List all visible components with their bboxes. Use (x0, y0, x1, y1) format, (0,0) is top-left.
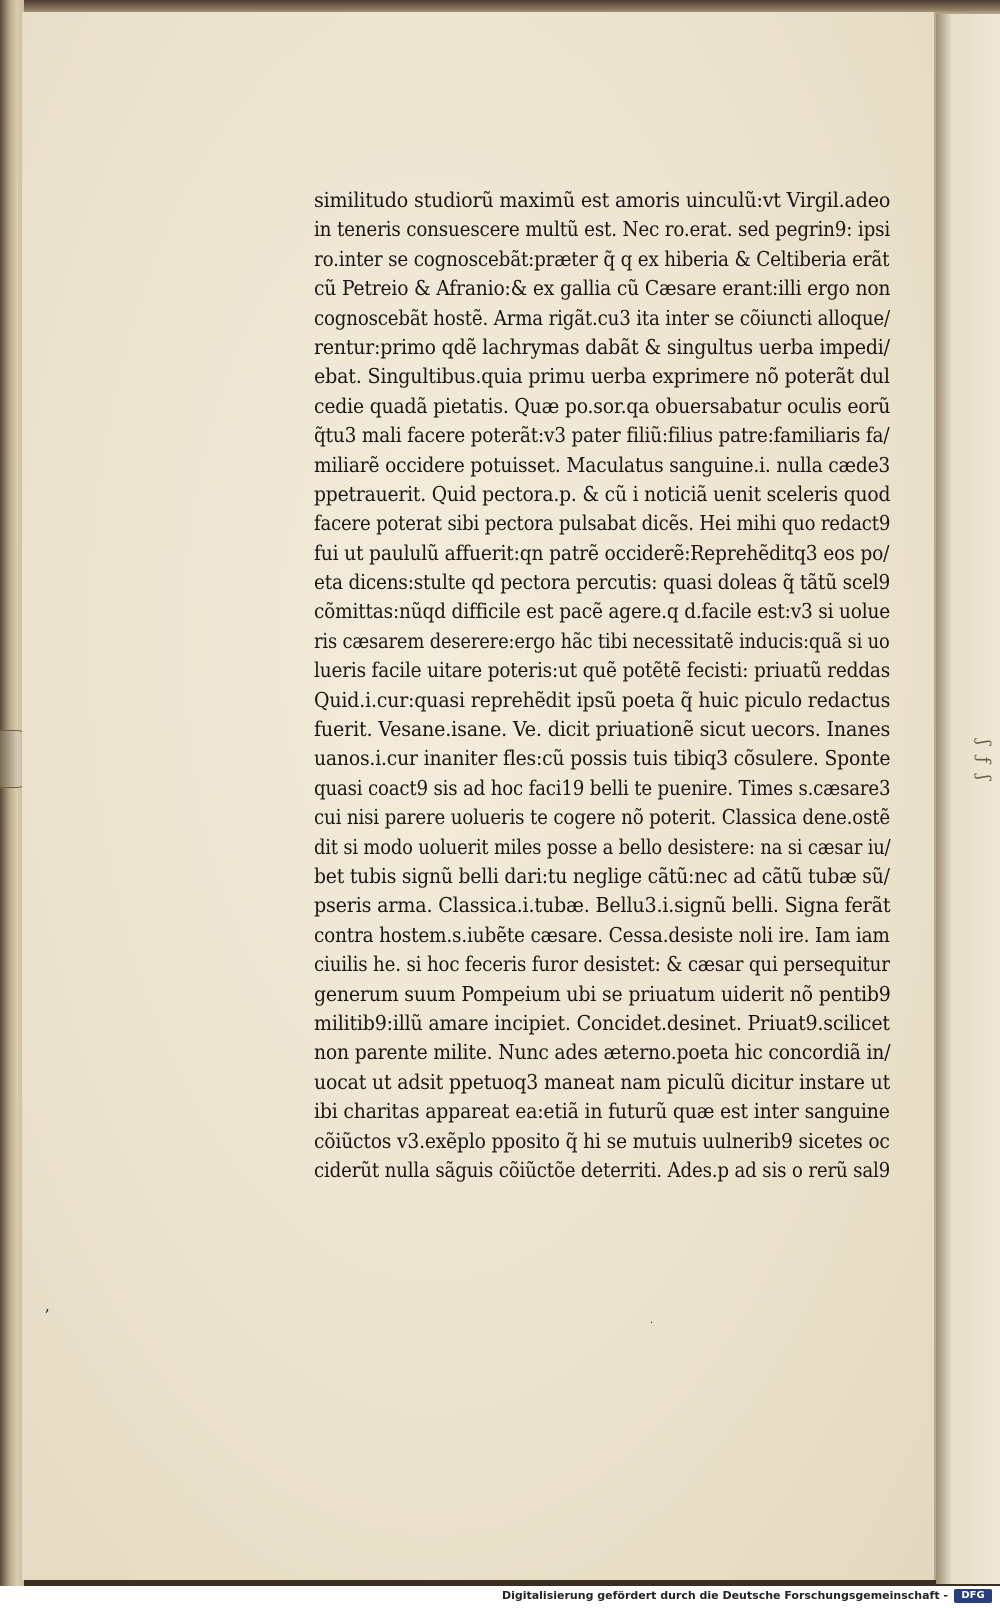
dfg-logo: DFG (954, 1589, 992, 1603)
text-line: cognoscebãt hostẽ. Arma rigãt.cu3 ita inter se cõiuncti alloque/ (314, 305, 890, 330)
text-line: ciuilis he. si hoc feceris furor desistet: & cæsar qui persequitur (314, 952, 890, 977)
text-line: militib9:illũ amare incipiet. Concidet.desinet. Priuat9.scilicet (314, 1010, 890, 1035)
text-line: cõmittas:nũqd difficile est pacẽ agere.q d.facile est:v3 si uolue (314, 599, 891, 624)
text-line: ibi charitas appareat ea:etiã in futurũ quæ est inter sanguine (314, 1099, 890, 1124)
text-line: ro.inter se cognoscebãt:præter q̃ q ex hiberia & Celtiberia erãt (314, 246, 890, 271)
text-line: contra hostem.s.iubẽte cæsare. Cessa.desiste noli ire. Iam iam (314, 922, 890, 947)
text-line: lueris facile uitare poteris:ut quẽ potẽtẽ fecisti: priuatũ reddas (314, 658, 891, 683)
text-line: ppetrauerit. Quid pectora.p. & cũ i noticiã uenit sceleris quod (314, 481, 891, 506)
text-line: ris cæsarem deserere:ergo hãc tibi necessitatẽ inducis:quã si uo (314, 628, 890, 653)
text-line: generum suum Pompeium ubi se priuatum uiderit nõ pentib9 (314, 981, 891, 1006)
text-line: ciderũt nulla sãguis cõiũctõe deterriti. Ades.p ad sis o rerũ sal9 (314, 1157, 891, 1182)
text-line: bet tubis signũ belli dari:tu neglige cãtũ:nec ad cãtũ tubæ sũ/ (314, 863, 890, 888)
text-line: miliarẽ occidere potuisset. Maculatus sanguine.i. nulla cæde3 (314, 452, 891, 477)
text-line: in teneris consuescere multũ est. Nec ro.erat. sed pegrin9: ipsi (314, 217, 891, 242)
text-line: cõiũctos v3.exẽplo pposito q̃ hi se mutuis uulnerib9 sicetes oc (314, 1128, 890, 1153)
commentary-text-block (314, 186, 910, 1185)
text-line: non parente milite. Nunc ades æterno.poeta hic concordiã in/ (314, 1040, 891, 1065)
text-line: fuerit. Vesane.isane. Ve. dicit priuationẽ sicut uecors. Inanes (314, 717, 891, 742)
footer-credit: Digitalisierung gefördert durch die Deutsche Forschungsgemeinschaft - (501, 1589, 948, 1602)
text-line: uanos.i.cur inaniter fles:cũ possis tuis tibiq3 cõsulere. Sponte (314, 746, 891, 771)
text-line: cũ Petreio & Afranio:& ex gallia cũ Cæsare erant:illi ergo non (314, 276, 891, 301)
text-line: similitudo studiorũ maximũ est amoris uinculũ:vt Virgil.adeo (314, 188, 891, 212)
text-line: ebat. Singultibus.quia primu uerba exprimere nõ poterãt dul (314, 364, 890, 389)
text-line: cedie quadã pietatis. Quæ po.sor.qa obuersabatur oculis eorũ (314, 393, 891, 418)
text-line: cui nisi parere uolueris te cogere nõ poterit. Classica dene.ostẽ (314, 805, 891, 830)
text-line: pseris arma. Classica.i.tubæ. Bellu3.i.signũ belli. Signa ferãt (314, 893, 891, 918)
text-line: rentur:primo qdẽ lachrymas dabãt & singultus uerba impedi/ (314, 334, 890, 359)
ink-speck: · (650, 1318, 654, 1329)
text-line: Quid.i.cur:quasi reprehẽdit ipsũ poeta q̃ huic piculo redactus (314, 687, 891, 712)
ink-speck: ʼ (44, 1306, 50, 1325)
text-line: fui ut paululũ affuerit:qn patrẽ occiderẽ:Reprehẽditq3 eos po/ (314, 540, 890, 565)
text-line: facere poterat sibi pectora pulsabat dicẽs. Hei mihi quo redact9 (314, 511, 891, 536)
page-edge-left (0, 0, 24, 1586)
text-line: uocat ut adsit ppetuoq3 maneat nam piculũ dicitur instare ut (314, 1069, 891, 1094)
text-line: quasi coact9 sis ad hoc faci19 belli te puenire. Times s.cæsare3 (314, 775, 891, 800)
facing-page-marks: ʃ ƒ ʃ (973, 740, 994, 783)
text-line: dit si modo uoluerit miles posse a bello desistere: na si cæsar iu/ (314, 834, 891, 859)
text-line: q̃tu3 mali facere poterãt:v3 pater filiũ:filius patre:familiaris fa/ (314, 423, 890, 448)
text-line: eta dicens:stulte qd pectora percutis: quasi doleas q̃ tãtũ scel9 (314, 570, 891, 595)
